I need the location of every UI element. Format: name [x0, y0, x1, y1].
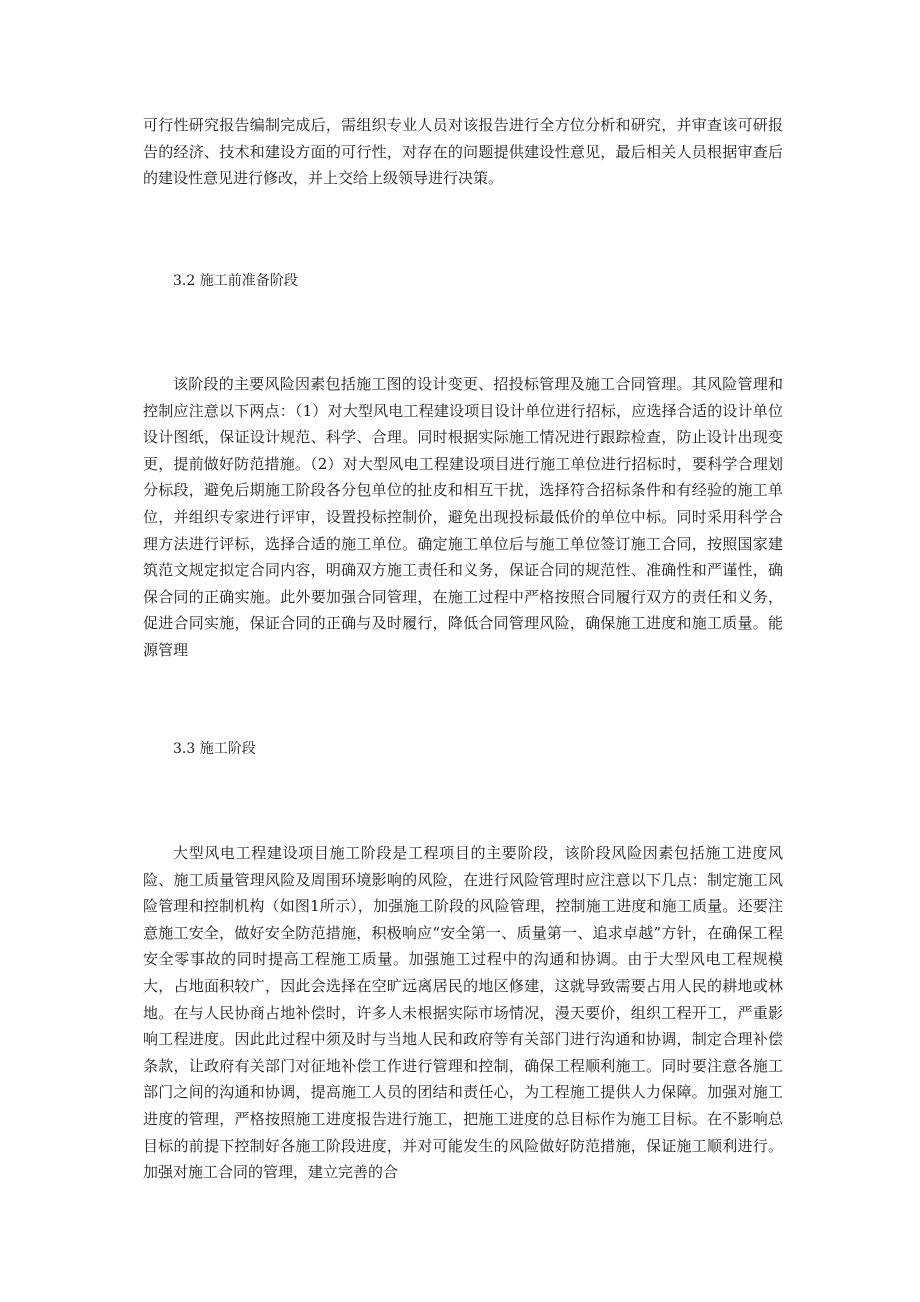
section-heading-3-2: 3.2 施工前准备阶段 [173, 273, 298, 289]
paragraph-pre-construction: 该阶段的主要风险因素包括施工图的设计变更、招投标管理及施工合同管理。其风险管理和控制应注意以下两点：（1）对大型风电工程建设项目设计单位进行招标，应选择合适的设计单位设计图纸，保证设计规范、科学、合理。同时根据实际施工情况进行跟踪检查，防止设计出现变更，提前做好防范措施。（2）对大型风电工程建设项目进行施工单位进行招标时，要科学合理划分标段，避免后期施工阶段各分包单位的扯皮和相互干扰，选择符合招标条件和有经验的施工单位，并组织专家进行评审，设置投标控制价，避免出现投标最低价的单位中标。同时采用科学合理方法进行评标，选择合适的施工单位。确定施工单位后与施工单位签订施工合同，按照国家建筑范文规定拟定合同内容，明确双方施工责任和义务，保证合同的规范性、准确性和严谨性，确保合同的正确实施。此外要加强合同管理，在施工过程中严格按照合同履行双方的责任和义务，促进合同实施，保证合同的正确与及时履行，降低合同管理风险，确保施工进度和施工质量。能源管理 [143, 375, 783, 659]
section-heading-3-3: 3.3 施工阶段 [173, 741, 256, 757]
paragraph-feasibility-review: 可行性研究报告编制完成后，需组织专业人员对该报告进行全方位分析和研究，并审查该可研报告的经济、技术和建设方面的可行性，对存在的问题提供建设性意见，最后相关人员根据审查后的建设性意见进行修改，并上交给上级领导进行决策。 [143, 116, 783, 188]
paragraph-construction-stage: 大型风电工程建设项目施工阶段是工程项目的主要阶段，该阶段风险因素包括施工进度风险、施工质量管理风险及周围环境影响的风险，在进行风险管理时应注意以下几点：制定施工风险管理和控制机构（如图1所示），加强施工阶段的风险管理，控制施工进度和施工质量。还要注意施工安全，做好安全防范措施，积极响应“安全第一、质量第一、追求卓越”方针，在确保工程安全零事故的同时提高工程施工质量。加强施工过程中的沟通和协调。由于大型风电工程规模大，占地面积较广，因此会选择在空旷远离居民的地区修建，这就导致需要占用人民的耕地或林地。在与人民协商占地补偿时，许多人未根据实际市场情况，漫天要价，组织工程开工，严重影响工程进度。因此此过程中须及时与当地人民和政府等有关部门进行沟通和协调，制定合理补偿条款，让政府有关部门对征地补偿工作进行管理和控制，确保工程顺利施工。同时要注意各施工部门之间的沟通和协调，提高施工人员的团结和责任心，为工程施工提供人力保障。加强对施工进度的管理，严格按照施工进度报告进行施工，把施工进度的总目标作为施工目标。在不影响总目标的前提下控制好各施工阶段进度，并对可能发生的风险做好防范措施，保证施工顺利进行。加强对施工合同的管理，建立完善的合 [143, 844, 783, 1182]
